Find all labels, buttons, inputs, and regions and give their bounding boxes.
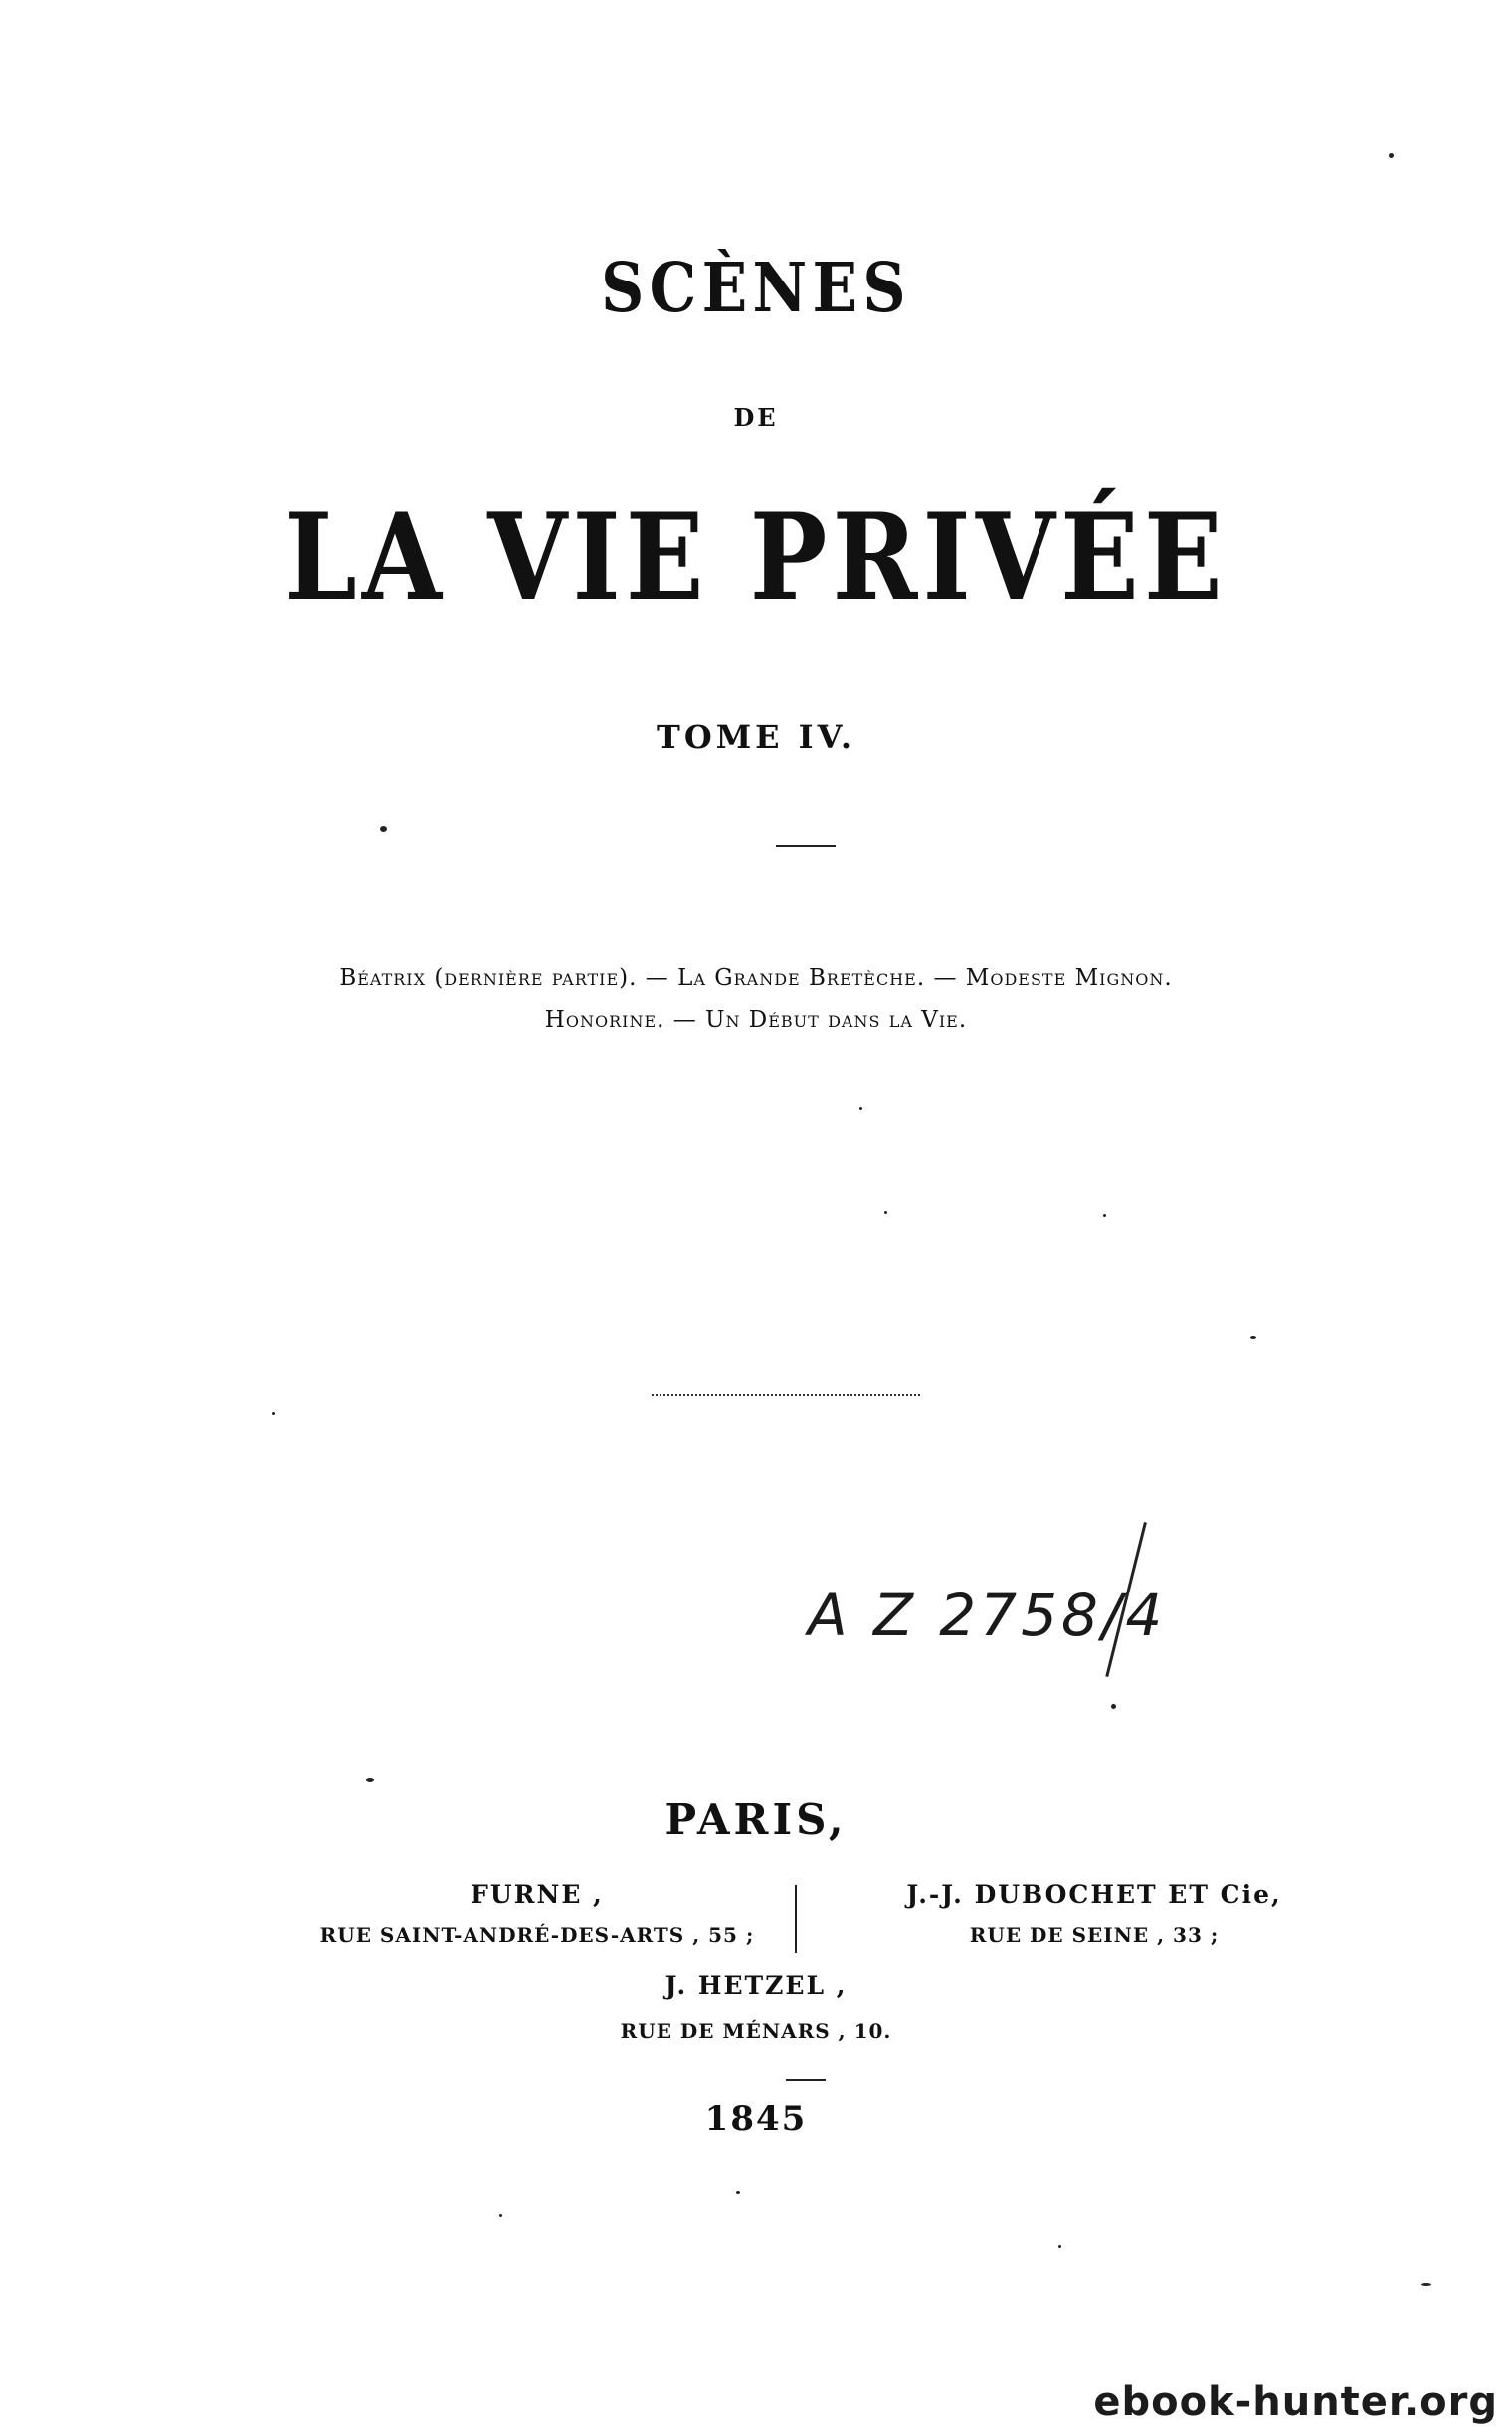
dotted-rule (652, 1394, 920, 1396)
scan-speck (1250, 1336, 1256, 1339)
volume-number: TOME IV. (657, 718, 855, 756)
scan-speck (736, 2191, 740, 2194)
scan-speck (1058, 2245, 1061, 2248)
scan-speck (380, 826, 387, 832)
short-rule (776, 845, 836, 847)
scan-speck (1421, 2283, 1431, 2286)
contents-line-2: Honorine. — Un Début dans la Vie. (544, 1007, 968, 1032)
series-connector: DE (733, 403, 779, 432)
scan-speck (884, 1211, 887, 1214)
watermark-text: ebook-hunter.org (1093, 2379, 1498, 2425)
scan-speck (1389, 153, 1394, 158)
contents-line-1: Béatrix (dernière partie). — La Grande Bretèche. — Modeste Mignon. (339, 965, 1173, 991)
series-title: LA VIE PRIVÉE (284, 487, 1228, 628)
scan-speck (499, 2214, 502, 2217)
publisher-right-name: J.-J. DUBOCHET ET Cie, (906, 1880, 1282, 1909)
scan-speck (1111, 1704, 1116, 1709)
publisher-center-address: RUE DE MÉNARS , 10. (620, 2019, 892, 2043)
library-call-number: A Z 2758/4 (808, 1582, 1167, 1649)
scan-speck (1103, 1214, 1106, 1217)
series-heading: SCÈNES (601, 249, 911, 328)
publisher-center-name: J. HETZEL , (664, 1971, 848, 2000)
publisher-divider (795, 1885, 797, 1953)
scan-speck (859, 1107, 862, 1110)
publisher-left-address: RUE SAINT-ANDRÉ-DES-ARTS , 55 ; (319, 1923, 755, 1947)
imprint-city: PARIS, (664, 1795, 848, 1844)
publisher-right-address: RUE DE SEINE , 33 ; (969, 1923, 1220, 1947)
publication-year: 1845 (704, 2099, 808, 2139)
year-rule (786, 2079, 826, 2081)
publisher-left-name: FURNE , (471, 1880, 604, 1909)
scan-speck (272, 1412, 275, 1415)
scan-speck (366, 1778, 374, 1782)
